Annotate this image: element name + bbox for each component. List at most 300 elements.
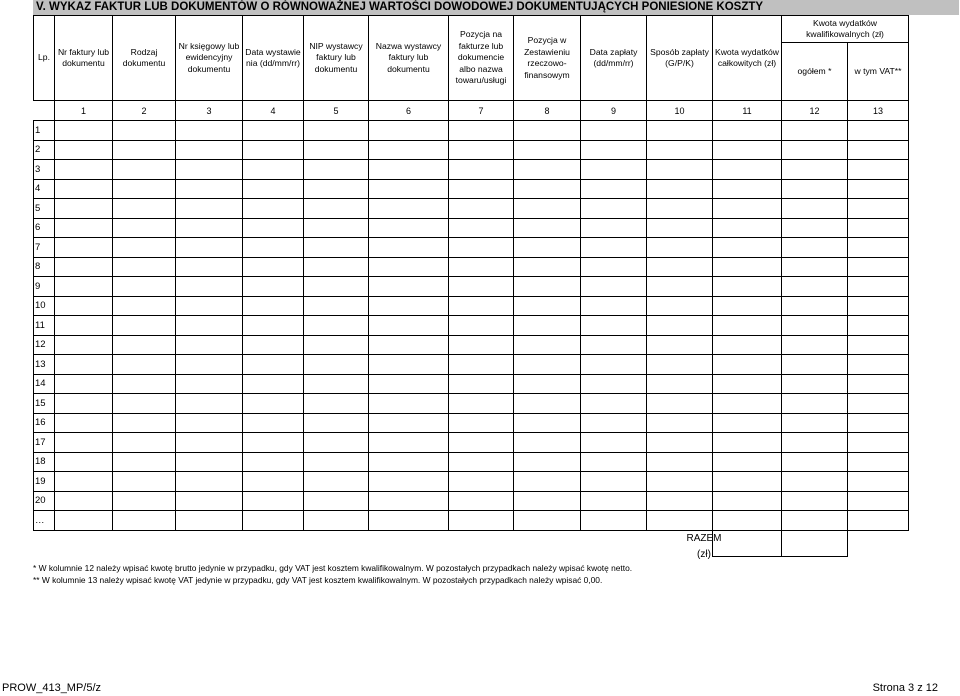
table-cell[interactable] bbox=[848, 433, 909, 453]
table-cell[interactable] bbox=[713, 511, 782, 531]
row-number: 18 bbox=[34, 452, 55, 472]
table-cell[interactable] bbox=[713, 394, 782, 414]
table-cell[interactable] bbox=[647, 218, 713, 238]
table-cell[interactable] bbox=[514, 452, 581, 472]
table-cell[interactable] bbox=[848, 335, 909, 355]
table-cell[interactable] bbox=[713, 121, 782, 141]
table-cell[interactable] bbox=[848, 472, 909, 492]
table-cell[interactable] bbox=[369, 413, 449, 433]
table-cell[interactable] bbox=[243, 413, 304, 433]
table-cell[interactable] bbox=[647, 355, 713, 375]
table-cell[interactable] bbox=[647, 140, 713, 160]
table-cell[interactable] bbox=[713, 491, 782, 511]
table-cell[interactable] bbox=[514, 472, 581, 492]
table-cell[interactable] bbox=[449, 413, 514, 433]
table-cell[interactable] bbox=[782, 491, 848, 511]
table-cell[interactable] bbox=[581, 277, 647, 297]
table-cell[interactable] bbox=[782, 472, 848, 492]
table-cell[interactable] bbox=[113, 121, 176, 141]
table-cell[interactable] bbox=[647, 511, 713, 531]
table-cell[interactable] bbox=[713, 238, 782, 258]
table-cell[interactable] bbox=[514, 335, 581, 355]
row-number: 3 bbox=[34, 160, 55, 180]
table-row bbox=[34, 277, 909, 297]
table-cell[interactable] bbox=[55, 199, 113, 219]
table-cell[interactable] bbox=[581, 179, 647, 199]
table-cell[interactable] bbox=[55, 355, 113, 375]
table-cell[interactable] bbox=[176, 218, 243, 238]
table-cell[interactable] bbox=[514, 413, 581, 433]
table-cell[interactable] bbox=[782, 335, 848, 355]
table-cell[interactable] bbox=[304, 491, 369, 511]
table-cell[interactable] bbox=[449, 140, 514, 160]
row-number: 17 bbox=[34, 433, 55, 453]
table-cell[interactable] bbox=[176, 179, 243, 199]
table-cell[interactable] bbox=[113, 374, 176, 394]
table-cell[interactable] bbox=[113, 296, 176, 316]
sum-eligible-vat[interactable] bbox=[782, 530, 848, 557]
table-cell[interactable] bbox=[713, 452, 782, 472]
table-cell[interactable] bbox=[848, 257, 909, 277]
header-eligible-vat: w tym VAT** bbox=[848, 43, 909, 101]
table-cell[interactable] bbox=[55, 238, 113, 258]
table-cell[interactable] bbox=[55, 374, 113, 394]
table-cell[interactable] bbox=[848, 374, 909, 394]
table-cell[interactable] bbox=[782, 316, 848, 336]
table-cell[interactable] bbox=[647, 491, 713, 511]
table-cell[interactable] bbox=[713, 296, 782, 316]
header-document-type: Rodzaj dokumentu bbox=[113, 16, 176, 101]
table-cell[interactable] bbox=[848, 491, 909, 511]
table-cell[interactable] bbox=[581, 491, 647, 511]
table-cell[interactable] bbox=[243, 433, 304, 453]
table-cell[interactable] bbox=[647, 452, 713, 472]
table-cell[interactable] bbox=[176, 199, 243, 219]
table-cell[interactable] bbox=[176, 511, 243, 531]
table-cell[interactable] bbox=[243, 121, 304, 141]
table-cell[interactable] bbox=[176, 160, 243, 180]
table-cell[interactable] bbox=[304, 199, 369, 219]
table-cell[interactable] bbox=[304, 433, 369, 453]
table-cell[interactable] bbox=[449, 511, 514, 531]
table-cell[interactable] bbox=[449, 277, 514, 297]
table-cell[interactable] bbox=[113, 335, 176, 355]
table-cell[interactable] bbox=[782, 121, 848, 141]
table-cell[interactable] bbox=[176, 355, 243, 375]
table-cell[interactable] bbox=[848, 121, 909, 141]
table-cell[interactable] bbox=[514, 316, 581, 336]
table-cell[interactable] bbox=[581, 316, 647, 336]
table-cell[interactable] bbox=[713, 472, 782, 492]
table-cell[interactable] bbox=[782, 218, 848, 238]
table-cell[interactable] bbox=[55, 472, 113, 492]
table-cell[interactable] bbox=[449, 257, 514, 277]
table-cell[interactable] bbox=[848, 179, 909, 199]
table-cell[interactable] bbox=[304, 121, 369, 141]
table-cell[interactable] bbox=[243, 277, 304, 297]
table-cell[interactable] bbox=[514, 433, 581, 453]
table-cell[interactable] bbox=[449, 491, 514, 511]
table-cell[interactable] bbox=[243, 199, 304, 219]
table-cell[interactable] bbox=[176, 121, 243, 141]
row-number: 1 bbox=[34, 121, 55, 141]
table-cell[interactable] bbox=[55, 452, 113, 472]
table-cell[interactable] bbox=[113, 413, 176, 433]
table-cell[interactable] bbox=[304, 277, 369, 297]
table-cell[interactable] bbox=[782, 257, 848, 277]
invoice-table bbox=[33, 15, 909, 557]
table-cell[interactable] bbox=[848, 238, 909, 258]
table-cell[interactable] bbox=[514, 277, 581, 297]
table-cell[interactable] bbox=[369, 160, 449, 180]
table-cell[interactable] bbox=[514, 511, 581, 531]
table-cell[interactable] bbox=[581, 160, 647, 180]
table-cell[interactable] bbox=[514, 140, 581, 160]
table-cell[interactable] bbox=[449, 121, 514, 141]
table-cell[interactable] bbox=[55, 433, 113, 453]
table-cell[interactable] bbox=[369, 316, 449, 336]
table-cell[interactable] bbox=[782, 413, 848, 433]
table-cell[interactable] bbox=[369, 355, 449, 375]
table-cell[interactable] bbox=[848, 277, 909, 297]
table-cell[interactable] bbox=[304, 452, 369, 472]
table-cell[interactable] bbox=[848, 140, 909, 160]
table-cell[interactable] bbox=[369, 121, 449, 141]
table-cell[interactable] bbox=[304, 160, 369, 180]
table-cell[interactable] bbox=[369, 257, 449, 277]
table-cell[interactable] bbox=[55, 140, 113, 160]
table-cell[interactable] bbox=[304, 374, 369, 394]
table-cell[interactable] bbox=[848, 511, 909, 531]
table-cell[interactable] bbox=[848, 160, 909, 180]
table-cell[interactable] bbox=[514, 199, 581, 219]
table-cell[interactable] bbox=[176, 472, 243, 492]
table-cell[interactable] bbox=[581, 413, 647, 433]
header-eligible-amount: Kwota wydatków kwalifikowalnych (zł) bbox=[782, 16, 909, 43]
table-cell[interactable] bbox=[113, 218, 176, 238]
table-cell[interactable] bbox=[304, 218, 369, 238]
table-cell[interactable] bbox=[113, 179, 176, 199]
table-cell[interactable] bbox=[514, 179, 581, 199]
column-number: 11 bbox=[713, 101, 782, 121]
table-cell[interactable] bbox=[782, 296, 848, 316]
table-cell[interactable] bbox=[782, 199, 848, 219]
table-cell[interactable] bbox=[848, 316, 909, 336]
table-cell[interactable] bbox=[369, 374, 449, 394]
table-cell[interactable] bbox=[713, 199, 782, 219]
table-cell[interactable] bbox=[304, 472, 369, 492]
table-row bbox=[34, 257, 909, 277]
table-cell[interactable] bbox=[647, 257, 713, 277]
table-cell[interactable] bbox=[369, 296, 449, 316]
table-cell[interactable] bbox=[304, 140, 369, 160]
table-cell[interactable] bbox=[113, 433, 176, 453]
table-cell[interactable] bbox=[581, 374, 647, 394]
table-cell[interactable] bbox=[113, 140, 176, 160]
table-cell[interactable] bbox=[848, 355, 909, 375]
table-cell[interactable] bbox=[243, 179, 304, 199]
table-cell[interactable] bbox=[647, 413, 713, 433]
table-cell[interactable] bbox=[369, 199, 449, 219]
table-cell[interactable] bbox=[713, 160, 782, 180]
row-number: 10 bbox=[34, 296, 55, 316]
table-cell[interactable] bbox=[113, 491, 176, 511]
table-cell[interactable] bbox=[581, 433, 647, 453]
table-cell[interactable] bbox=[55, 160, 113, 180]
table-cell[interactable] bbox=[782, 277, 848, 297]
table-cell[interactable] bbox=[176, 452, 243, 472]
table-cell[interactable] bbox=[581, 257, 647, 277]
table-row bbox=[34, 296, 909, 316]
table-cell[interactable] bbox=[369, 452, 449, 472]
table-cell[interactable] bbox=[713, 374, 782, 394]
table-cell[interactable] bbox=[113, 355, 176, 375]
table-cell[interactable] bbox=[647, 296, 713, 316]
table-cell[interactable] bbox=[55, 511, 113, 531]
table-cell[interactable] bbox=[113, 277, 176, 297]
table-row bbox=[34, 355, 909, 375]
table-cell[interactable] bbox=[304, 413, 369, 433]
table-cell[interactable] bbox=[304, 296, 369, 316]
header-summary-position: Pozycja w Zestawieniu rzeczowo- finansowym bbox=[514, 16, 581, 101]
table-cell[interactable] bbox=[243, 511, 304, 531]
table-cell[interactable] bbox=[647, 277, 713, 297]
table-cell[interactable] bbox=[243, 491, 304, 511]
table-cell[interactable] bbox=[243, 374, 304, 394]
table-cell[interactable] bbox=[581, 296, 647, 316]
table-cell[interactable] bbox=[304, 238, 369, 258]
table-cell[interactable] bbox=[176, 491, 243, 511]
table-cell[interactable] bbox=[647, 121, 713, 141]
table-cell[interactable] bbox=[243, 472, 304, 492]
table-cell[interactable] bbox=[369, 472, 449, 492]
table-cell[interactable] bbox=[782, 452, 848, 472]
table-cell[interactable] bbox=[304, 257, 369, 277]
table-cell[interactable] bbox=[243, 218, 304, 238]
table-cell[interactable] bbox=[55, 179, 113, 199]
table-cell[interactable] bbox=[243, 257, 304, 277]
table-cell[interactable] bbox=[449, 433, 514, 453]
table-cell[interactable] bbox=[113, 394, 176, 414]
table-cell[interactable] bbox=[713, 355, 782, 375]
table-cell[interactable] bbox=[304, 179, 369, 199]
table-cell[interactable] bbox=[514, 121, 581, 141]
table-cell[interactable] bbox=[782, 160, 848, 180]
table-cell[interactable] bbox=[176, 413, 243, 433]
table-cell[interactable] bbox=[449, 335, 514, 355]
table-cell[interactable] bbox=[449, 160, 514, 180]
table-cell[interactable] bbox=[647, 199, 713, 219]
table-cell[interactable] bbox=[514, 296, 581, 316]
column-number: 12 bbox=[782, 101, 848, 121]
table-cell[interactable] bbox=[369, 179, 449, 199]
table-cell[interactable] bbox=[713, 413, 782, 433]
header-eligible-total: ogółem * bbox=[782, 43, 848, 101]
table-cell[interactable] bbox=[449, 199, 514, 219]
table-cell[interactable] bbox=[581, 218, 647, 238]
table-cell[interactable] bbox=[514, 374, 581, 394]
table-cell[interactable] bbox=[647, 316, 713, 336]
table-cell[interactable] bbox=[176, 374, 243, 394]
table-cell[interactable] bbox=[581, 511, 647, 531]
table-cell[interactable] bbox=[782, 511, 848, 531]
table-cell[interactable] bbox=[514, 394, 581, 414]
table-cell[interactable] bbox=[304, 335, 369, 355]
table-cell[interactable] bbox=[176, 433, 243, 453]
table-cell[interactable] bbox=[369, 238, 449, 258]
table-cell[interactable] bbox=[782, 238, 848, 258]
row-number: 19 bbox=[34, 472, 55, 492]
table-cell[interactable] bbox=[449, 316, 514, 336]
table-cell[interactable] bbox=[449, 472, 514, 492]
table-cell[interactable] bbox=[55, 335, 113, 355]
table-cell[interactable] bbox=[647, 179, 713, 199]
table-cell[interactable] bbox=[113, 316, 176, 336]
table-cell[interactable] bbox=[713, 179, 782, 199]
table-cell[interactable] bbox=[713, 277, 782, 297]
table-cell[interactable] bbox=[581, 335, 647, 355]
table-cell[interactable] bbox=[369, 140, 449, 160]
column-number: 13 bbox=[848, 101, 909, 121]
table-cell[interactable] bbox=[713, 257, 782, 277]
table-cell[interactable] bbox=[713, 433, 782, 453]
table-cell[interactable] bbox=[848, 394, 909, 414]
table-cell[interactable] bbox=[243, 452, 304, 472]
table-cell[interactable] bbox=[647, 433, 713, 453]
table-cell[interactable] bbox=[369, 491, 449, 511]
table-cell[interactable] bbox=[113, 238, 176, 258]
table-cell[interactable] bbox=[55, 491, 113, 511]
table-cell[interactable] bbox=[55, 121, 113, 141]
table-cell[interactable] bbox=[243, 140, 304, 160]
table-cell[interactable] bbox=[243, 335, 304, 355]
row-number: 14 bbox=[34, 374, 55, 394]
table-cell[interactable] bbox=[581, 121, 647, 141]
table-cell[interactable] bbox=[176, 140, 243, 160]
table-cell[interactable] bbox=[647, 472, 713, 492]
table-cell[interactable] bbox=[848, 218, 909, 238]
table-cell[interactable] bbox=[55, 296, 113, 316]
table-cell[interactable] bbox=[113, 199, 176, 219]
table-cell[interactable] bbox=[514, 491, 581, 511]
table-cell[interactable] bbox=[713, 140, 782, 160]
table-cell[interactable] bbox=[514, 257, 581, 277]
table-cell[interactable] bbox=[176, 296, 243, 316]
table-cell[interactable] bbox=[713, 316, 782, 336]
table-cell[interactable] bbox=[581, 199, 647, 219]
table-cell[interactable] bbox=[176, 316, 243, 336]
table-cell[interactable] bbox=[514, 160, 581, 180]
table-cell[interactable] bbox=[782, 374, 848, 394]
table-cell[interactable] bbox=[304, 511, 369, 531]
table-cell[interactable] bbox=[514, 355, 581, 375]
table-cell[interactable] bbox=[369, 277, 449, 297]
table-cell[interactable] bbox=[369, 394, 449, 414]
table-cell[interactable] bbox=[848, 199, 909, 219]
table-cell[interactable] bbox=[848, 296, 909, 316]
table-cell[interactable] bbox=[243, 160, 304, 180]
table-cell[interactable] bbox=[113, 160, 176, 180]
table-cell[interactable] bbox=[647, 238, 713, 258]
table-cell[interactable] bbox=[449, 218, 514, 238]
table-cell[interactable] bbox=[243, 296, 304, 316]
table-cell[interactable] bbox=[243, 316, 304, 336]
table-cell[interactable] bbox=[782, 394, 848, 414]
table-cell[interactable] bbox=[647, 335, 713, 355]
table-cell[interactable] bbox=[713, 218, 782, 238]
table-cell[interactable] bbox=[514, 218, 581, 238]
table-cell[interactable] bbox=[581, 394, 647, 414]
table-cell[interactable] bbox=[782, 355, 848, 375]
table-cell[interactable] bbox=[243, 238, 304, 258]
table-cell[interactable] bbox=[55, 257, 113, 277]
table-cell[interactable] bbox=[848, 413, 909, 433]
table-cell[interactable] bbox=[713, 335, 782, 355]
table-cell[interactable] bbox=[243, 355, 304, 375]
table-cell[interactable] bbox=[304, 394, 369, 414]
table-cell[interactable] bbox=[449, 296, 514, 316]
table-cell[interactable] bbox=[647, 374, 713, 394]
table-cell[interactable] bbox=[55, 218, 113, 238]
table-cell[interactable] bbox=[176, 277, 243, 297]
table-cell[interactable] bbox=[176, 394, 243, 414]
form-code: PROW_413_MP/5/z bbox=[2, 682, 102, 694]
table-cell[interactable] bbox=[782, 179, 848, 199]
footnote-2: ** W kolumnie 13 należy wpisać kwotę VAT jedynie w przypadku, gdy VAT jest kosztem kwalifikowalnym. W pozostałych przypadkach należy wpisać 0,00. bbox=[33, 575, 603, 585]
table-cell[interactable] bbox=[782, 433, 848, 453]
table-cell[interactable] bbox=[449, 238, 514, 258]
table-cell[interactable] bbox=[848, 452, 909, 472]
table-row bbox=[34, 199, 909, 219]
table-cell[interactable] bbox=[581, 238, 647, 258]
table-cell[interactable] bbox=[304, 355, 369, 375]
table-cell[interactable] bbox=[55, 316, 113, 336]
table-cell[interactable] bbox=[113, 452, 176, 472]
table-cell[interactable] bbox=[514, 238, 581, 258]
table-cell[interactable] bbox=[449, 394, 514, 414]
table-cell[interactable] bbox=[581, 472, 647, 492]
table-cell[interactable] bbox=[55, 413, 113, 433]
table-cell[interactable] bbox=[647, 394, 713, 414]
table-cell[interactable] bbox=[581, 452, 647, 472]
table-cell[interactable] bbox=[647, 160, 713, 180]
table-cell[interactable] bbox=[113, 472, 176, 492]
column-number: 10 bbox=[647, 101, 713, 121]
table-cell[interactable] bbox=[176, 335, 243, 355]
table-cell[interactable] bbox=[113, 257, 176, 277]
table-cell[interactable] bbox=[304, 316, 369, 336]
table-cell[interactable] bbox=[782, 140, 848, 160]
table-cell[interactable] bbox=[369, 335, 449, 355]
table-cell[interactable] bbox=[449, 355, 514, 375]
table-cell[interactable] bbox=[369, 511, 449, 531]
table-cell[interactable] bbox=[176, 238, 243, 258]
table-row bbox=[34, 121, 909, 141]
table-cell[interactable] bbox=[113, 511, 176, 531]
table-cell[interactable] bbox=[176, 257, 243, 277]
column-number: 6 bbox=[369, 101, 449, 121]
table-cell[interactable] bbox=[55, 277, 113, 297]
table-cell[interactable] bbox=[449, 452, 514, 472]
table-cell[interactable] bbox=[449, 374, 514, 394]
table-cell[interactable] bbox=[449, 179, 514, 199]
table-cell[interactable] bbox=[369, 218, 449, 238]
table-cell[interactable] bbox=[581, 355, 647, 375]
table-cell[interactable] bbox=[581, 140, 647, 160]
table-cell[interactable] bbox=[55, 394, 113, 414]
table-cell[interactable] bbox=[369, 433, 449, 453]
table-cell[interactable] bbox=[243, 394, 304, 414]
